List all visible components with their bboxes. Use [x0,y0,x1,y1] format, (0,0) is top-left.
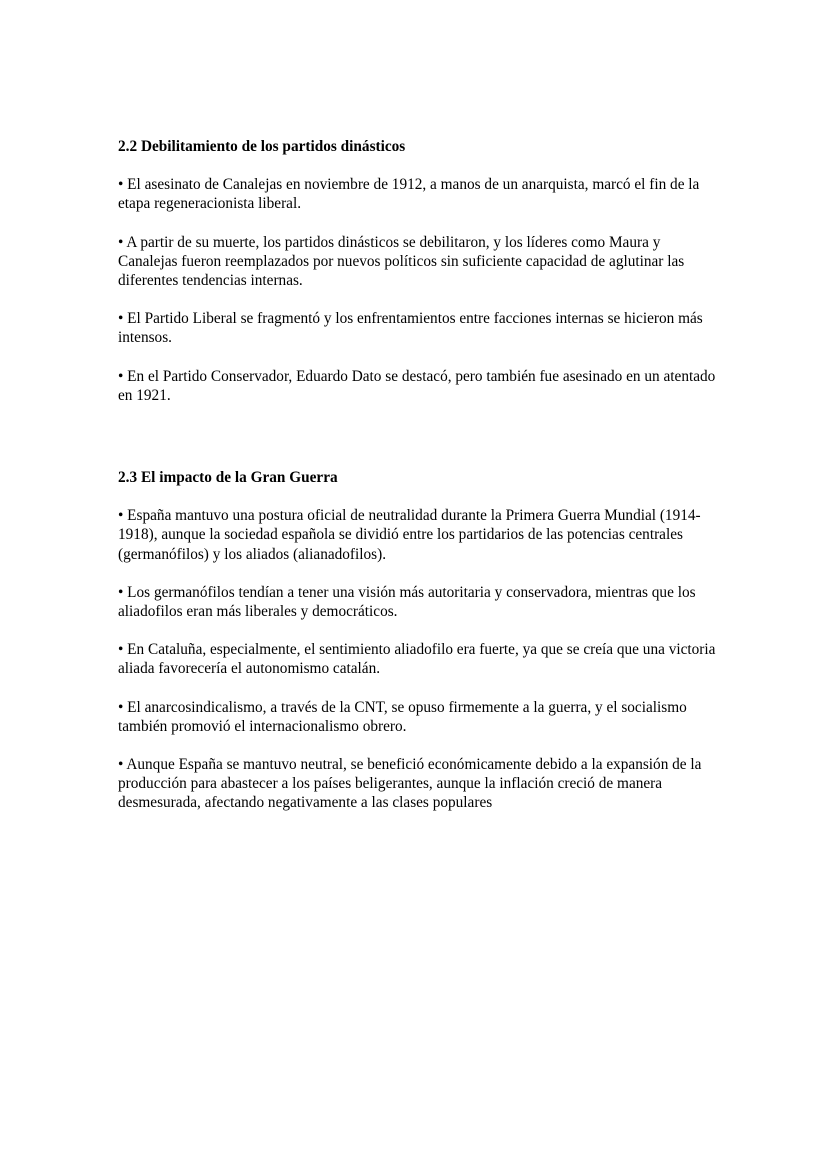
section-title: 2.2 Debilitamiento de los partidos dinásticos [118,138,406,155]
bullet-paragraph: • El Partido Liberal se fragmentó y los enfrentamientos entre facciones internas se hicieron más intensos. [118,310,703,347]
bullet-paragraph: • En Cataluña, especialmente, el sentimiento aliadofilo era fuerte, ya que se creía que una victoria aliada favorecería el autonomismo catalán. [118,641,716,678]
document-page [118,137,718,832]
section-gran-guerra [118,468,718,813]
bullet-paragraph: • El asesinato de Canalejas en noviembre de 1912, a manos de un anarquista, marcó el fin de la etapa regeneracionista liberal. [118,176,700,213]
bullet-paragraph: • España mantuvo una postura oficial de neutralidad durante la Primera Guerra Mundial (1914-1918), aunque la sociedad española se dividió entre los partidarios de las potencias centrales (germanófilos) y los aliados (alianadofilos). [118,507,701,563]
bullet-paragraph: • El anarcosindicalismo, a través de la CNT, se opuso firmemente a la guerra, y el socialismo también promovió el internacionalismo obrero. [118,698,687,735]
bullet-paragraph: • Los germanófilos tendían a tener una visión más autoritaria y conservadora, mientras que los aliadofilos eran más liberales y democráticos. [118,583,696,621]
section-title: 2.3 El impacto de la Gran Guerra [118,469,338,487]
bullet-paragraph: • En el Partido Conservador, Eduardo Dato se destacó, pero también fue asesinado en un atentado en 1921. [118,367,716,404]
bullet-paragraph: • A partir de su muerte, los partidos dinásticos se debilitaron, y los líderes como Maura y Canalejas fueron reemplazados por nuevos políticos sin suficiente capacidad de aglutinar las diferentes tendencias internas. [118,233,685,290]
section-spacer [118,424,718,468]
bullet-paragraph: • Aunque España se mantuvo neutral, se benefició económicamente debido a la expansión de la producción para abastecer a los países beligerantes, aunque la inflación creció de manera desmesurada, afectando negativamente a las clases populares [118,756,702,812]
section-partidos-dinasticos [118,137,718,405]
